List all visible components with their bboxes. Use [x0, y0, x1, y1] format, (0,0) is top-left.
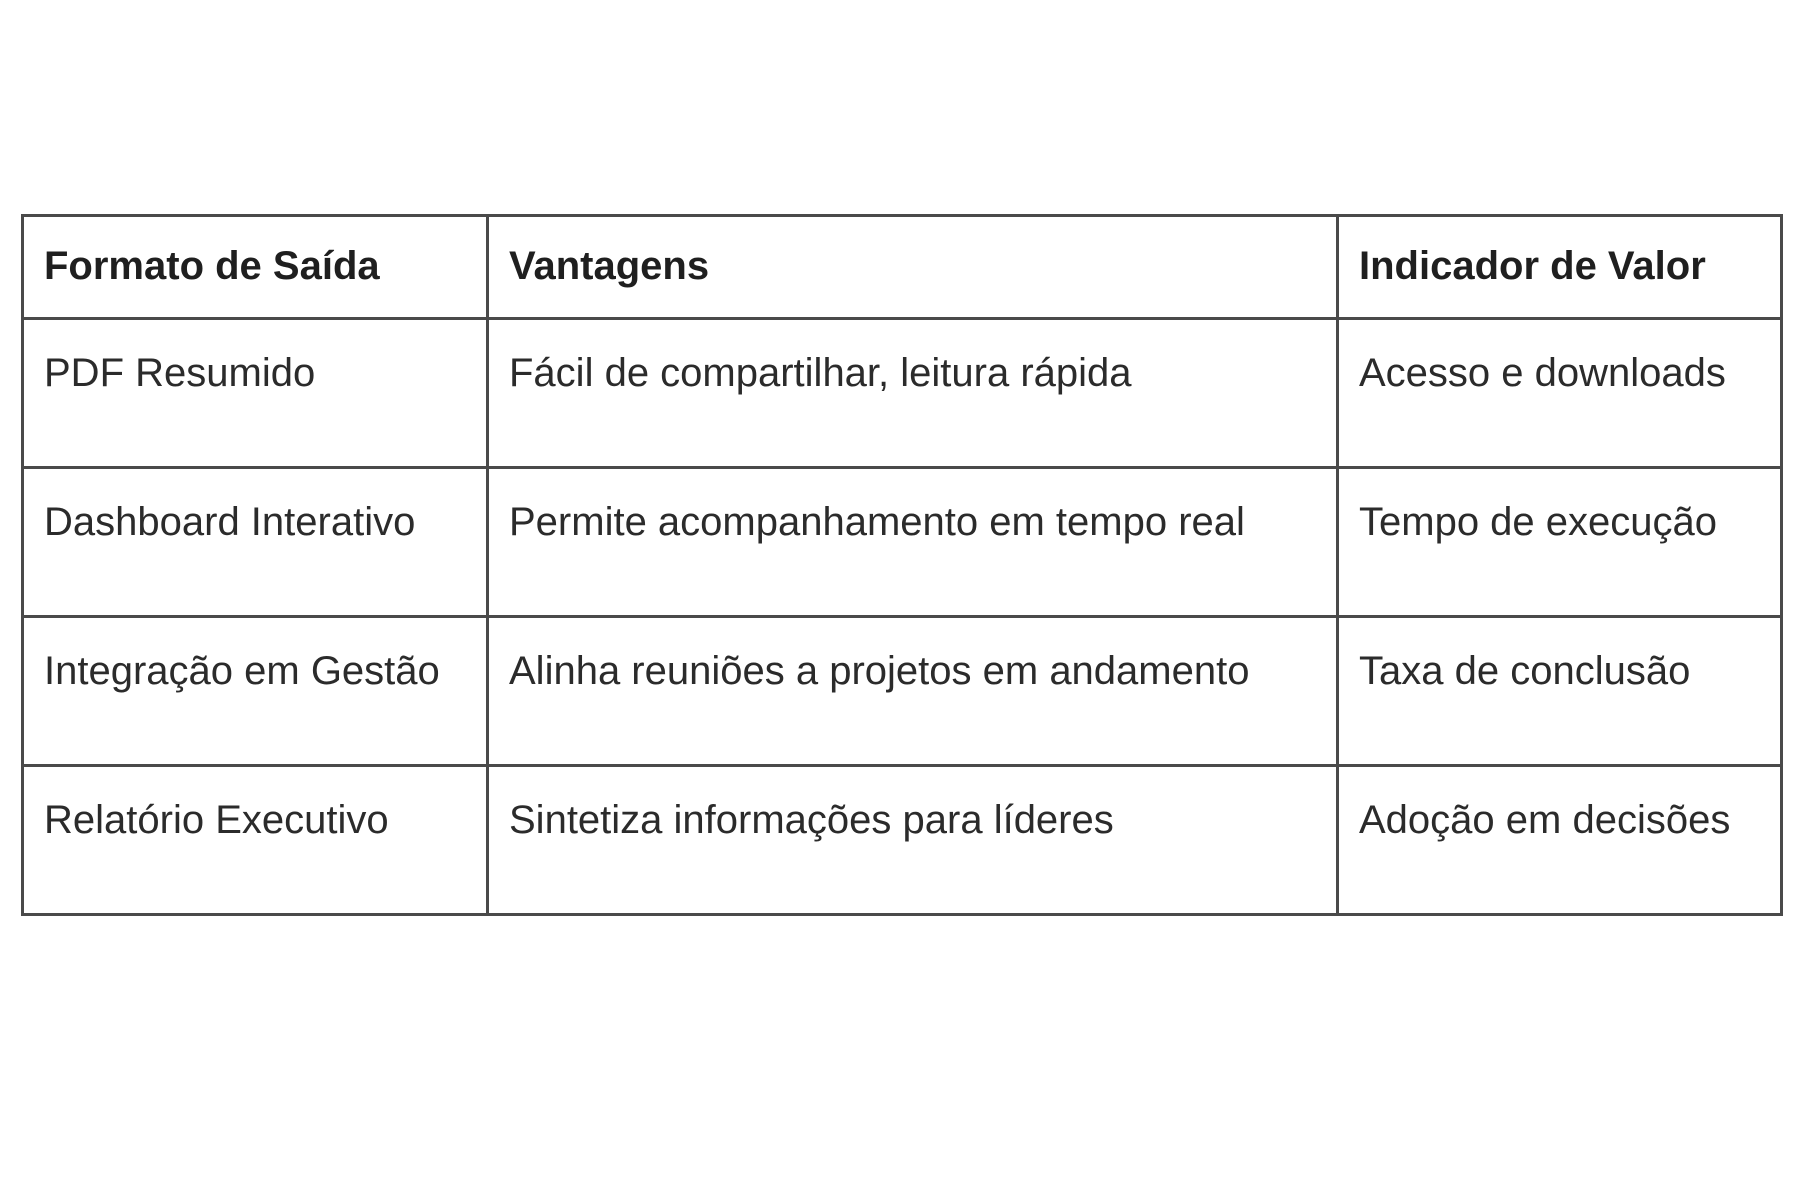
table-cell-advantages: Permite acompanhamento em tempo real [488, 468, 1338, 617]
output-formats-table [21, 214, 1783, 916]
table-cell-value-indicator: Tempo de execução [1338, 468, 1782, 617]
table-cell-value-indicator: Acesso e downloads [1338, 319, 1782, 468]
table-cell-advantages: Sintetiza informações para líderes [488, 766, 1338, 915]
table-row [23, 468, 1782, 617]
table-cell-value-indicator: Adoção em decisões [1338, 766, 1782, 915]
table-row [23, 319, 1782, 468]
table-cell-format: PDF Resumido [23, 319, 488, 468]
table-cell-value-indicator: Taxa de conclusão [1338, 617, 1782, 766]
column-header-format: Formato de Saída [23, 216, 488, 319]
table-cell-advantages: Alinha reuniões a projetos em andamento [488, 617, 1338, 766]
column-header-value-indicator: Indicador de Valor [1338, 216, 1782, 319]
column-header-advantages: Vantagens [488, 216, 1338, 319]
table-row [23, 766, 1782, 915]
table-cell-format: Dashboard Interativo [23, 468, 488, 617]
table-cell-format: Integração em Gestão [23, 617, 488, 766]
table-cell-format: Relatório Executivo [23, 766, 488, 915]
table-cell-advantages: Fácil de compartilhar, leitura rápida [488, 319, 1338, 468]
table-row [23, 617, 1782, 766]
table-header-row [23, 216, 1782, 319]
